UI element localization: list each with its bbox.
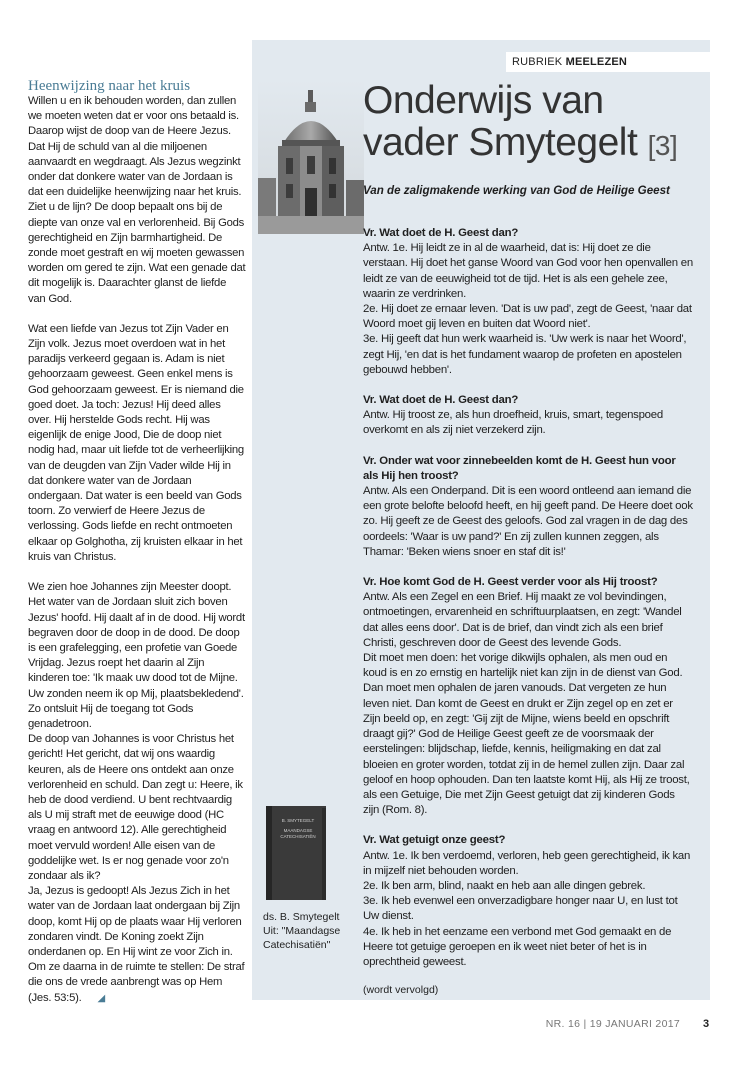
paragraph: Willen u en ik behouden worden, dan zullen we moeten weten dat er voor ons betaald is. Daarop wijst de doop van de Heere Jezus. Dat Hij de schuld van al die miljoenen aanvaardt en wegdraagt. Als Jezus wegzinkt onder dat donkere water van de Jordaan is dat een duidelijke heenwijzing naar het kruis.	[28, 95, 242, 199]
book-author: B. SMYTEGELT	[281, 818, 315, 823]
answer: Antw. 1e. Hij leidt ze in al de waarheid, dat is: Hij doet ze die verstaan. Hij doet het ganse Woord van God voor hen openvallen en leidt ze van de eeuwigheid tot de tijd. Het is als een gehele zee, waarin ze verdrinken.	[363, 242, 693, 300]
article-subtitle: Van de zaligmakende werking van God de Heilige Geest	[363, 184, 670, 197]
end-mark-icon: ◢	[97, 992, 105, 1004]
question: Vr. Onder wat voor zinnebeelden komt de H. Geest hun voor als Hij hen troost?	[363, 454, 676, 482]
to-be-continued: (wordt vervolgd)	[363, 984, 439, 997]
question: Vr. Hoe komt God de H. Geest verder voor als Hij troost?	[363, 576, 658, 589]
paragraph-text: Ja, Jezus is gedoopt! Als Jezus Zich in het water van de Jordaan laat ondergaan bij Zijn doop, komt Hij op de plaats waar Hij verloren zondaren vindt. De Koning zoekt Zijn onderdanen op. En Hij wint ze voor Zich in. Om ze daarna in de ruimte te stellen: De straf die ons de vrede aanbrengt was op Hem (Jes. 53:5).	[28, 885, 245, 1004]
title-line-1: Onderwijs van	[363, 79, 604, 122]
answer: Antw. 1e. Ik ben verdoemd, verloren, heb geen gerechtigheid, ik kan in mijzelf niet behouden worden.	[363, 849, 691, 877]
answer: 4e. Ik heb in het eenzame een verbond met God gemaakt en de Heere tot getuige geroepen en ik weet niet beter of het is in oprechtheid geweest.	[363, 925, 672, 968]
qa-column	[363, 226, 693, 1007]
qa-block	[363, 833, 693, 970]
answer: Antw. Als een Zegel en een Brief. Hij maakt ze vol bevindingen, ontmoetingen, ervarenheid en schriftuurplaatsen, en zegt: 'Wandel dat alles eens door'. Dat is de brief, dan vindt zich als een brief Christi, geschreven door de Geest des levende Gods.	[363, 591, 682, 649]
rubriek-prefix: RUBRIEK	[512, 56, 563, 68]
caption-line: Uit: "Maandagse	[263, 925, 341, 937]
paragraph: Wat een liefde van Jezus tot Zijn Vader en Zijn volk. Jezus moet overdoen wat in het paradijs verkeerd gegaan is. Adam is niet gehoorzaam geweest. Geen enkel mens is God gehoorzaam geweest. Er is niemand die goed doet. Ja toch: Jezus! Hij deed alles over. Hij herstelde Gods recht. Hij was eigenlijk de enige Jood, Die de doop niet nodig had, maar uit liefde tot de verheerlijking van de deugden van Zijn Vader wilde Hij in dat donkere water van de Jordaan ondergaan. Dat water is een beeld van Gods toorn. Zo verwierf de Heere Jezus de verlossing. Gods liefde en recht ontmoeten elkaar op Golghotha, zij kruisten elkaar in het kruis van Christus.	[28, 322, 244, 563]
qa-block	[363, 575, 693, 818]
title-line-2: vader Smytegelt	[363, 121, 638, 164]
paragraph-last	[28, 884, 246, 1006]
church-photo	[258, 80, 364, 234]
question: Vr. Wat getuigt onze geest?	[363, 834, 506, 847]
answer: Dit moet men doen: het vorige dikwijls ophalen, als men oud en koud is en zo ernstig en hartelijk niet kan zijn in de dienst van God. Dan moet men ophalen de jaren vanouds. Dat vergeten ze hun leven niet. Dan komt de Geest en drukt er Zijn zegel op en zet er Zijn beeld op, en zegt: 'Gij zijt de Mijne, wiens beeld en opschrift draagt gij?' God de Heilige Geest geeft ze de voorsmaak der eerstelingen: blijdschap, liefde, kennis, heiligmaking en dat zal bloeien en groter worden, totdat zij in de hemel zullen zijn. Daar zal geloof en hoop ophouden. Dan ten laatste komt Hij, als Hij ze troost, als een Getuige, Die met Zijn Geest getuigt dat zij kinderen Gods zijn (Rom. 8).	[363, 652, 690, 817]
answer: Antw. Hij troost ze, als hun droefheid, kruis, smart, tegenspoed overkomt en als zij niet verzekerd zijn.	[363, 409, 663, 437]
book-title-line-1: MAANDAGSE	[283, 828, 313, 833]
paragraph: Ziet u de lijn? De doop bepaalt ons bij de diepte van onze val en verlorenheid. Bij Gods gerechtigheid en Zijn barmhartigheid. De zonde moet gestraft en wij moeten gewassen worden om gered te zijn. Wat een genade dat dit mogelijk is. Daarachter glanst de liefde van God.	[28, 201, 246, 305]
article-title	[363, 80, 677, 167]
answer: 2e. Ik ben arm, blind, naakt en heb aan alle dingen gebrek.	[363, 879, 646, 892]
qa-block	[363, 454, 693, 560]
qa-block	[363, 226, 693, 378]
rubriek-label	[506, 52, 712, 72]
title-number: [3]	[647, 130, 678, 161]
answer: 3e. Ik heb evenwel een onverzadigbare honger naar U, en lust tot Uw dienst.	[363, 895, 678, 923]
qa-block	[363, 393, 693, 439]
section-heading: Heenwijzing naar het kruis	[28, 78, 191, 94]
rubriek-name: MEELEZEN	[565, 56, 628, 68]
answer: 3e. Hij geeft dat hun werk waarheid is. 'Uw werk is naar het Woord', zegt Hij, 'en dat is het fundament waarop de profeten en apostelen gebouwd hebben'.	[363, 333, 687, 376]
paragraph: De doop van Johannes is voor Christus het gericht! Het gericht, dat wij ons waardig keuren, als de Heere ons ontdekt aan onze verlorenheid en schuld. Dan zegt u: Heere, ik heb de dood verdiend. U bent rechtvaardig als U mij straft met de eeuwige dood (HC vraag en antwoord 12). Alle gerechtigheid moet vervuld worden! Alle eisen van de goddelijke wet. Is er nog genade voor zo'n zondaar als ik?	[28, 733, 243, 882]
question: Vr. Wat doet de H. Geest dan?	[363, 394, 519, 407]
paragraph: We zien hoe Johannes zijn Meester doopt. Het water van de Jordaan sluit zich boven Jezus' hoofd. Hij daalt af in de dood. Hij wordt begraven door de doop in de dood. De doop is een grafelegging, een profetie van Goede Vrijdag. Jezus roept het daarin al Zijn kinderen toe: 'Ik maak uw dood tot de Mijne. Uw zonden neem ik op Mij, plaatsbekledend'. Zo ontsluit Hij de toegang tot Gods genadetroon.	[28, 581, 245, 730]
left-column	[28, 78, 246, 1006]
caption-line: ds. B. Smytegelt	[263, 911, 340, 923]
issue-info: NR. 16 | 19 JANUARI 2017	[545, 1018, 680, 1030]
book-cover-image	[266, 806, 326, 900]
page-number: 3	[703, 1018, 710, 1030]
caption-line: Catechisatiën"	[263, 939, 331, 951]
answer: Antw. Als een Onderpand. Dit is een woord ontleend aan iemand die een grote belofte beloofd heeft, en hij geeft pand. De Heere doet ook zo. Hij geeft ze de Geest des geloofs. God zal vragen in de dag des oordeels: 'Waar is uw pand?' En zij zullen kunnen zeggen, als Thamar: 'Beken wiens snoer en staf dit is!'	[363, 485, 693, 558]
book-caption	[263, 910, 359, 952]
book-title-line-2: CATECHISATIËN	[280, 834, 316, 839]
answer: 2e. Hij doet ze ernaar leven. 'Dat is uw pad', zegt de Geest, 'naar dat Woord moet gij leven en buiten dat Woord niet'.	[363, 303, 692, 331]
question: Vr. Wat doet de H. Geest dan?	[363, 227, 519, 239]
left-body	[28, 94, 246, 1006]
